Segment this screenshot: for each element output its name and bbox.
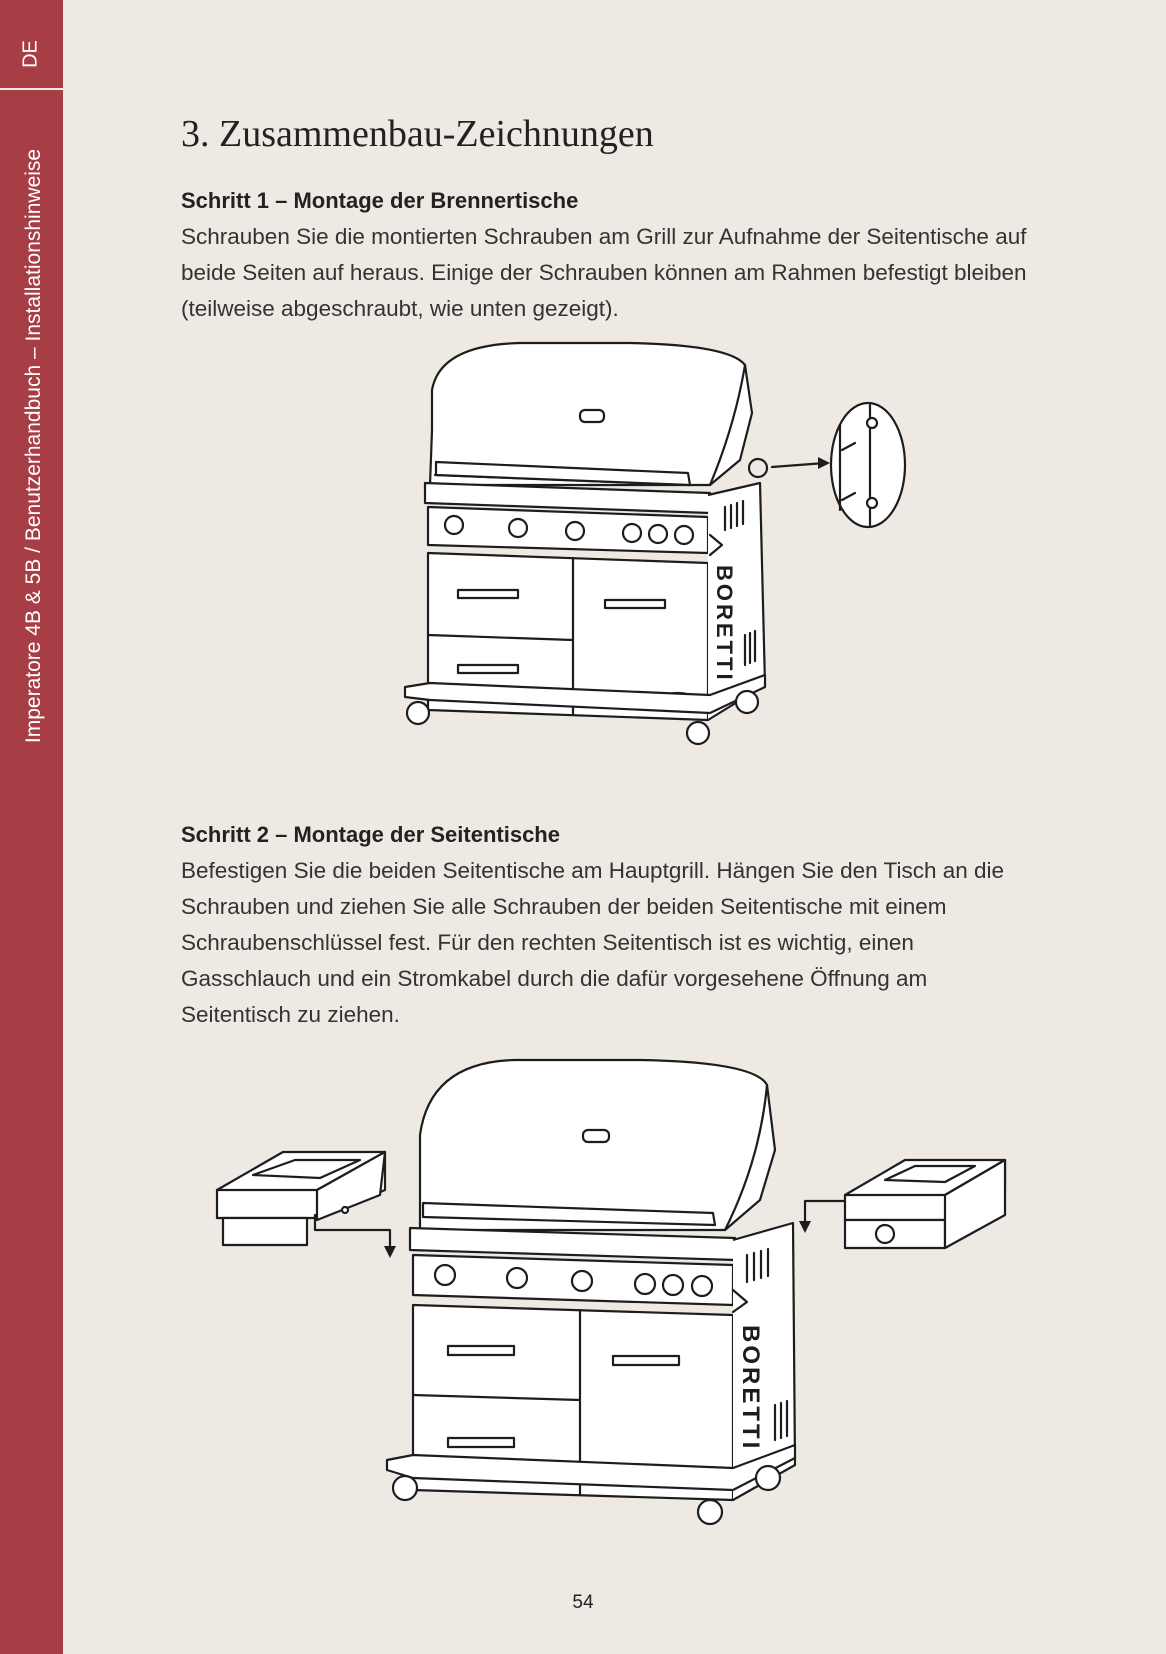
burner-knob-2 (566, 522, 584, 540)
burner-knob-1 (507, 1268, 527, 1288)
burner-knob-4 (663, 1275, 683, 1295)
burner-knob-5 (675, 526, 693, 544)
bolt-detail-view (831, 403, 905, 527)
control-panel (410, 1228, 735, 1305)
drawer-handle-2 (448, 1438, 514, 1447)
side-burner-knob (876, 1225, 894, 1243)
language-label: DE (19, 40, 42, 68)
drawer-handle-1 (448, 1346, 514, 1355)
step-1-text: Schrauben Sie die montierten Schrauben am Grill zur Aufnahme der Seitentische auf beide Seiten auf heraus. Einige der Schrauben können am Rahmen befestigt bleiben (teilweise abgeschraubt, wie unten gezeigt). (181, 224, 1027, 321)
burner-knob-5 (692, 1276, 712, 1296)
sidebar (0, 0, 63, 1654)
burner-knob-2 (572, 1271, 592, 1291)
step-1-heading: Schritt 1 – Montage der Brennertische (181, 188, 579, 213)
door-handle (613, 1356, 679, 1365)
wheel (687, 722, 709, 744)
drawer-handle-2 (458, 665, 518, 673)
burner-knob-1 (509, 519, 527, 537)
section-title: 3. Zusammenbau-Zeichnungen (181, 113, 654, 155)
figure-step-2 (215, 1050, 1060, 1550)
language-tab (0, 0, 63, 90)
wheel (393, 1476, 417, 1500)
burner-knob-3 (623, 524, 641, 542)
wheel (698, 1500, 722, 1524)
ignition-knob (435, 1265, 455, 1285)
side-brand-text: BORETTI (737, 1325, 764, 1452)
burner-knob-4 (649, 525, 667, 543)
wheel (756, 1466, 780, 1490)
detail-arrow (772, 463, 825, 467)
side-brand-text: BORETTI (712, 565, 737, 683)
burner-knob-3 (635, 1274, 655, 1294)
drawer-handle-1 (458, 590, 518, 598)
step-2-text: Befestigen Sie die beiden Seitentische am Hauptgrill. Hängen Sie den Tisch an die Schrauben und ziehen Sie alle Schrauben der beiden Seitentische mit einem Schraubenschlüssel fest. Für den rechten Seitentisch ist es wichtig, einen Gasschlauch und ein Stromkabel durch die dafür vorgesehene Öffnung am Seitentisch zu ziehen. (181, 858, 1005, 1027)
right-side-table (845, 1160, 1005, 1248)
page-number: 54 (572, 1592, 594, 1613)
bolt-location-marker (749, 459, 767, 477)
document-title: Imperatore 4B & 5B / Benutzerhandbuch – Installationshinweise (22, 148, 45, 744)
figure-step-1 (400, 335, 970, 790)
wheel (407, 702, 429, 724)
step-2-heading: Schritt 2 – Montage der Seitentische (181, 822, 560, 847)
ignition-knob (445, 516, 463, 534)
control-panel (425, 483, 710, 553)
wheel (736, 691, 758, 713)
door-handle (605, 600, 665, 608)
